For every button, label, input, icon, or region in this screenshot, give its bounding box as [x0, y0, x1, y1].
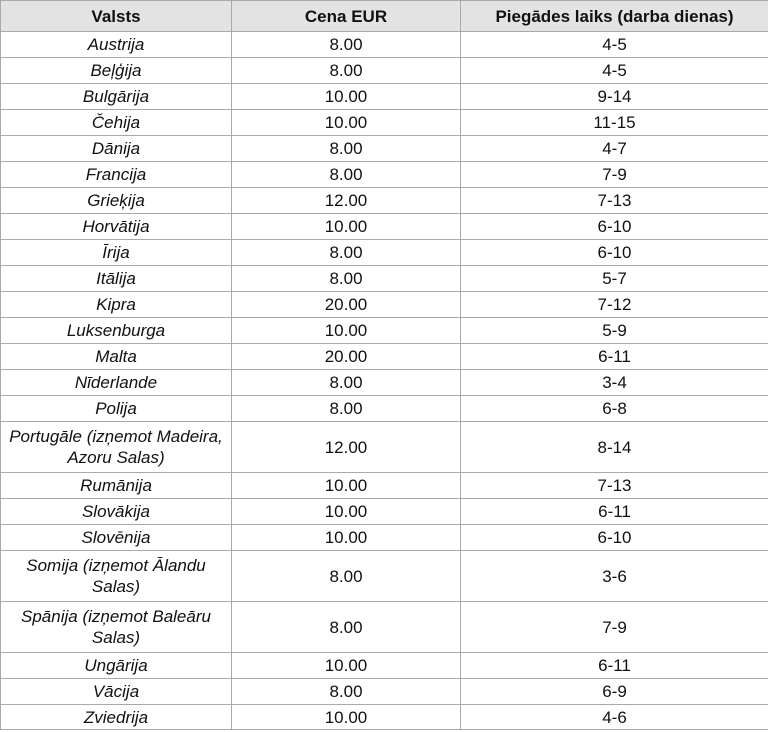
country-cell: Austrija [1, 32, 232, 58]
header-delivery-time: Piegādes laiks (darba dienas) [461, 1, 768, 32]
delivery-days-cell: 5-7 [461, 266, 768, 292]
price-cell: 8.00 [232, 32, 461, 58]
table-row [1, 240, 768, 266]
delivery-days-cell: 3-4 [461, 370, 768, 396]
country-cell: Zviedrija [1, 705, 232, 730]
country-cell: Itālija [1, 266, 232, 292]
delivery-days-cell: 4-6 [461, 705, 768, 730]
table-row [1, 370, 768, 396]
price-cell: 10.00 [232, 499, 461, 525]
country-cell: Īrija [1, 240, 232, 266]
header-price: Cena EUR [232, 1, 461, 32]
delivery-days-cell: 3-6 [461, 551, 768, 602]
table-row [1, 473, 768, 499]
country-cell: Malta [1, 344, 232, 370]
price-cell: 8.00 [232, 396, 461, 422]
table-row [1, 602, 768, 653]
price-cell: 8.00 [232, 136, 461, 162]
delivery-days-cell: 6-11 [461, 344, 768, 370]
table-row [1, 318, 768, 344]
country-cell: Slovēnija [1, 525, 232, 551]
price-cell: 8.00 [232, 602, 461, 653]
delivery-days-cell: 8-14 [461, 422, 768, 473]
table-row [1, 266, 768, 292]
price-cell: 10.00 [232, 705, 461, 730]
country-cell: Grieķija [1, 188, 232, 214]
country-cell: Luksenburga [1, 318, 232, 344]
table-body [1, 32, 768, 730]
table-row [1, 525, 768, 551]
price-cell: 10.00 [232, 110, 461, 136]
price-cell: 8.00 [232, 240, 461, 266]
header-country: Valsts [1, 1, 232, 32]
table-row [1, 188, 768, 214]
country-cell: Čehija [1, 110, 232, 136]
country-cell: Rumānija [1, 473, 232, 499]
delivery-days-cell: 7-13 [461, 188, 768, 214]
delivery-days-cell: 7-12 [461, 292, 768, 318]
table-row [1, 499, 768, 525]
table-row [1, 292, 768, 318]
price-cell: 8.00 [232, 162, 461, 188]
delivery-days-cell: 4-5 [461, 32, 768, 58]
country-cell: Vācija [1, 679, 232, 705]
price-cell: 12.00 [232, 422, 461, 473]
table-row [1, 653, 768, 679]
country-cell: Portugāle (izņemot Madeira, Azoru Salas) [1, 422, 232, 473]
delivery-days-cell: 5-9 [461, 318, 768, 344]
country-cell: Spānija (izņemot Baleāru Salas) [1, 602, 232, 653]
delivery-days-cell: 11-15 [461, 110, 768, 136]
table-row [1, 84, 768, 110]
country-cell: Somija (izņemot Ālandu Salas) [1, 551, 232, 602]
table-row [1, 58, 768, 84]
delivery-days-cell: 7-9 [461, 162, 768, 188]
price-cell: 8.00 [232, 551, 461, 602]
country-cell: Kipra [1, 292, 232, 318]
price-cell: 8.00 [232, 370, 461, 396]
price-cell: 8.00 [232, 266, 461, 292]
country-cell: Horvātija [1, 214, 232, 240]
delivery-days-cell: 7-13 [461, 473, 768, 499]
price-cell: 10.00 [232, 653, 461, 679]
delivery-days-cell: 4-5 [461, 58, 768, 84]
table-row [1, 136, 768, 162]
delivery-days-cell: 6-9 [461, 679, 768, 705]
country-cell: Beļģija [1, 58, 232, 84]
price-cell: 10.00 [232, 84, 461, 110]
country-cell: Bulgārija [1, 84, 232, 110]
table-row [1, 551, 768, 602]
delivery-days-cell: 6-11 [461, 653, 768, 679]
price-cell: 10.00 [232, 214, 461, 240]
table-row [1, 679, 768, 705]
country-cell: Polija [1, 396, 232, 422]
country-cell: Francija [1, 162, 232, 188]
price-cell: 20.00 [232, 292, 461, 318]
price-cell: 10.00 [232, 318, 461, 344]
delivery-days-cell: 6-11 [461, 499, 768, 525]
table-row [1, 344, 768, 370]
table-row [1, 110, 768, 136]
table-row [1, 422, 768, 473]
table-row [1, 396, 768, 422]
price-cell: 8.00 [232, 58, 461, 84]
country-cell: Nīderlande [1, 370, 232, 396]
price-cell: 20.00 [232, 344, 461, 370]
table-row [1, 214, 768, 240]
delivery-days-cell: 7-9 [461, 602, 768, 653]
table-row [1, 705, 768, 730]
table-header-row [1, 1, 768, 32]
price-cell: 12.00 [232, 188, 461, 214]
country-cell: Ungārija [1, 653, 232, 679]
delivery-days-cell: 4-7 [461, 136, 768, 162]
country-cell: Slovākija [1, 499, 232, 525]
delivery-days-cell: 6-8 [461, 396, 768, 422]
delivery-days-cell: 6-10 [461, 214, 768, 240]
table-row [1, 32, 768, 58]
delivery-days-cell: 9-14 [461, 84, 768, 110]
price-cell: 8.00 [232, 679, 461, 705]
price-cell: 10.00 [232, 473, 461, 499]
country-cell: Dānija [1, 136, 232, 162]
delivery-days-cell: 6-10 [461, 525, 768, 551]
price-cell: 10.00 [232, 525, 461, 551]
delivery-days-cell: 6-10 [461, 240, 768, 266]
table-row [1, 162, 768, 188]
